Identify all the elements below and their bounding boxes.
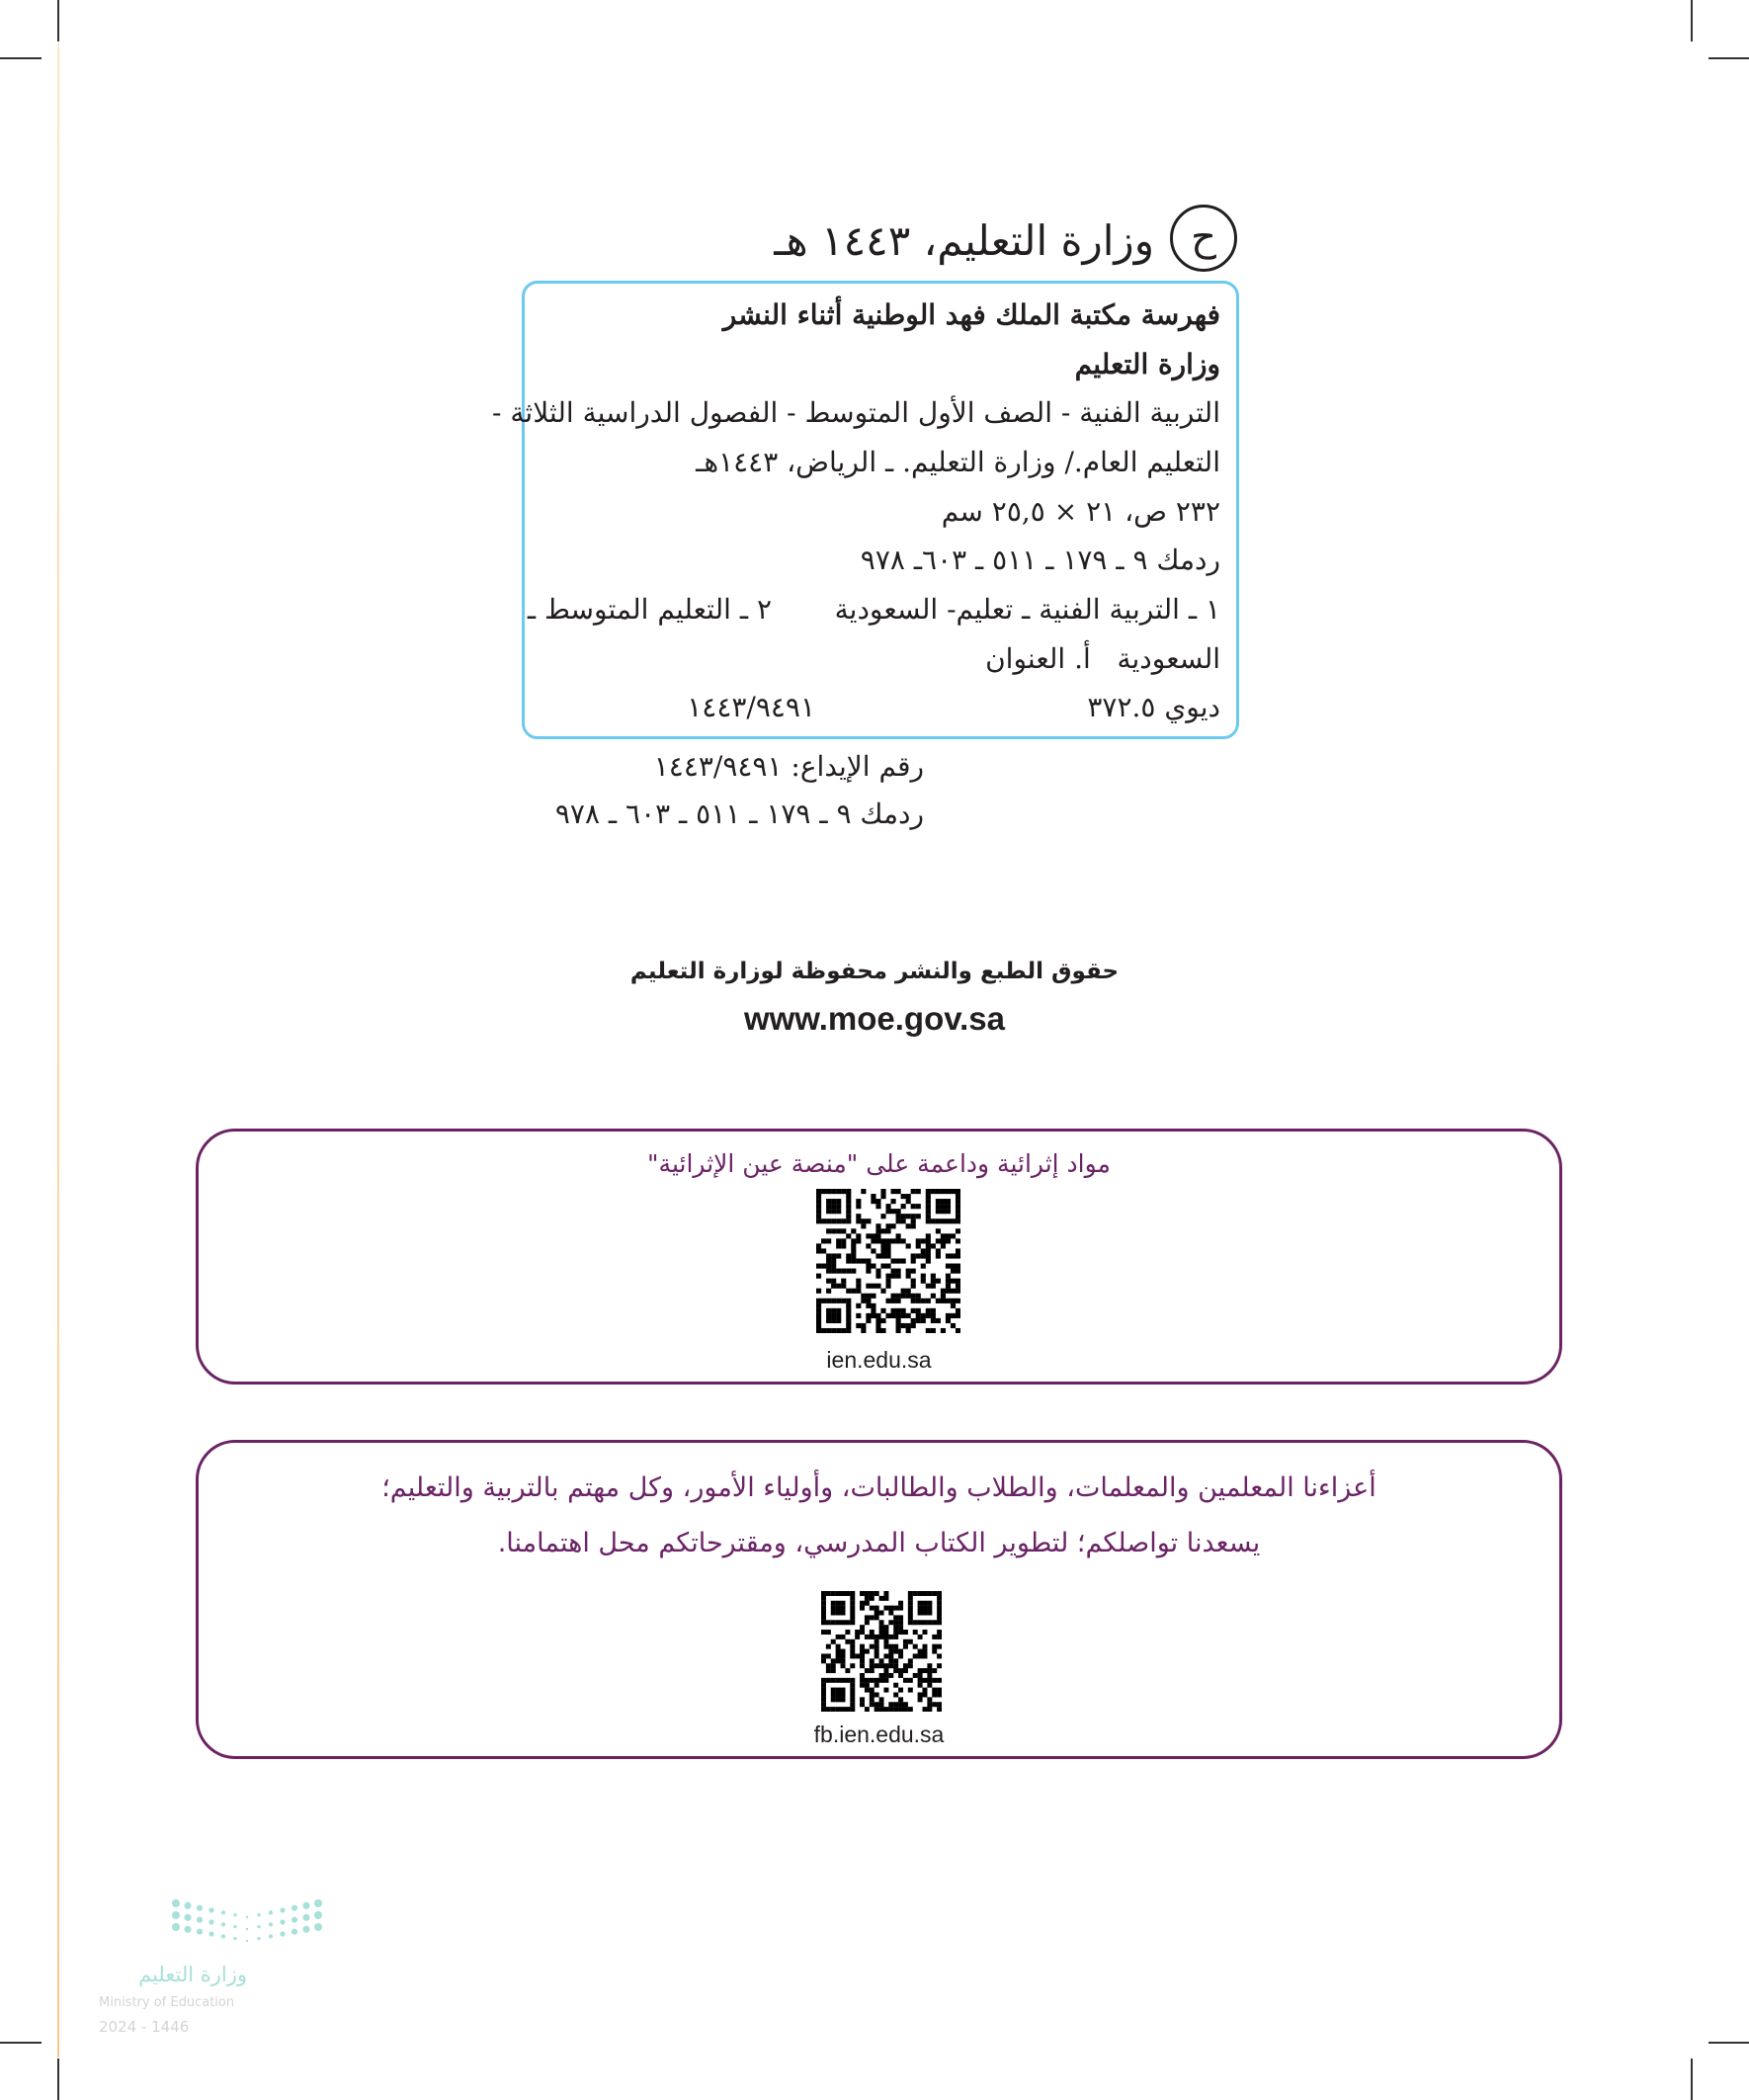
deposit-number: رقم الإيداع: ١٤٤٣/٩٤٩١ bbox=[653, 750, 924, 783]
ien-url[interactable]: ien.edu.sa bbox=[826, 1347, 932, 1373]
cip-pages: ٢٣٢ ص، ٢١ × ٢٥,٥ سم bbox=[941, 495, 1220, 528]
crop-mark bbox=[57, 0, 59, 42]
feedback-box bbox=[196, 1440, 1562, 1759]
crop-mark bbox=[1691, 2058, 1693, 2100]
ien-heading: مواد إثرائية وداعمة على "منصة عين الإثرائية" bbox=[647, 1149, 1111, 1178]
cip-deposit-no: ١٤٤٣/٩٤٩١ bbox=[687, 691, 815, 723]
logo-year: 2024 - 1446 bbox=[99, 2018, 190, 2036]
qr-code-ien[interactable] bbox=[816, 1189, 960, 1333]
website-link[interactable]: www.moe.gov.sa bbox=[743, 1000, 1006, 1037]
copyright-heading: وزارة التعليم، ١٤٤٣ هـ bbox=[774, 216, 1154, 265]
feedback-url[interactable]: fb.ien.edu.sa bbox=[813, 1722, 945, 1747]
cip-isbn: ردمك ٩ ـ ١٧٩ ـ ٥١١ ـ ٦٠٣ـ ٩٧٨ bbox=[860, 544, 1220, 576]
cip-subject1: ١ ـ التربية الفنية ـ تعليم- السعودية bbox=[834, 593, 1220, 626]
cip-line1: التربية الفنية - الصف الأول المتوسط - الفصول الدراسية الثلاثة - bbox=[492, 396, 1220, 429]
crop-mark bbox=[57, 2058, 59, 2100]
feedback-line1: أعزاءنا المعلمين والمعلمات، والطلاب والطالبات، وأولياء الأمور، وكل مهتم بالتربية والتعليم؛ bbox=[381, 1472, 1376, 1503]
cip-author: وزارة التعليم bbox=[1074, 348, 1220, 380]
crop-mark bbox=[1691, 0, 1693, 42]
deposit-isbn: ردمك ٩ ـ ١٧٩ ـ ٥١١ ـ ٦٠٣ ـ ٩٧٨ bbox=[554, 798, 924, 830]
crop-mark bbox=[1708, 57, 1749, 59]
ministry-logo-icon bbox=[168, 1897, 326, 1957]
feedback-line2: يسعدنا تواصلكم؛ لتطوير الكتاب المدرسي، ومقترحاتكم محل اهتمامنا. bbox=[497, 1528, 1261, 1558]
cip-dewey: ديوي ٣٧٢.٥ bbox=[1087, 691, 1220, 723]
crop-mark bbox=[0, 2042, 42, 2044]
cip-subject-cont: السعودية أ. العنوان bbox=[985, 642, 1220, 675]
cip-line2: التعليم العام./ وزارة التعليم. ـ الرياض، ١٤٤٣هـ bbox=[696, 446, 1220, 478]
margin-line bbox=[57, 43, 59, 2058]
crop-mark bbox=[0, 57, 42, 59]
ien-box bbox=[196, 1129, 1562, 1385]
qr-code-feedback[interactable] bbox=[821, 1591, 942, 1712]
cip-subject2: ٢ ـ التعليم المتوسط ـ bbox=[527, 593, 772, 626]
cip-title: فهرسة مكتبة الملك فهد الوطنية أثناء النشر bbox=[722, 298, 1220, 331]
logo-arabic: وزارة التعليم bbox=[138, 1963, 247, 1986]
crop-mark bbox=[1708, 2042, 1749, 2044]
logo-english: Ministry of Education bbox=[99, 1995, 235, 2010]
copyright-symbol: ح bbox=[1170, 205, 1237, 272]
rights-text: حقوق الطبع والنشر محفوظة لوزارة التعليم bbox=[629, 959, 1120, 984]
cip-record-box bbox=[492, 281, 1239, 739]
